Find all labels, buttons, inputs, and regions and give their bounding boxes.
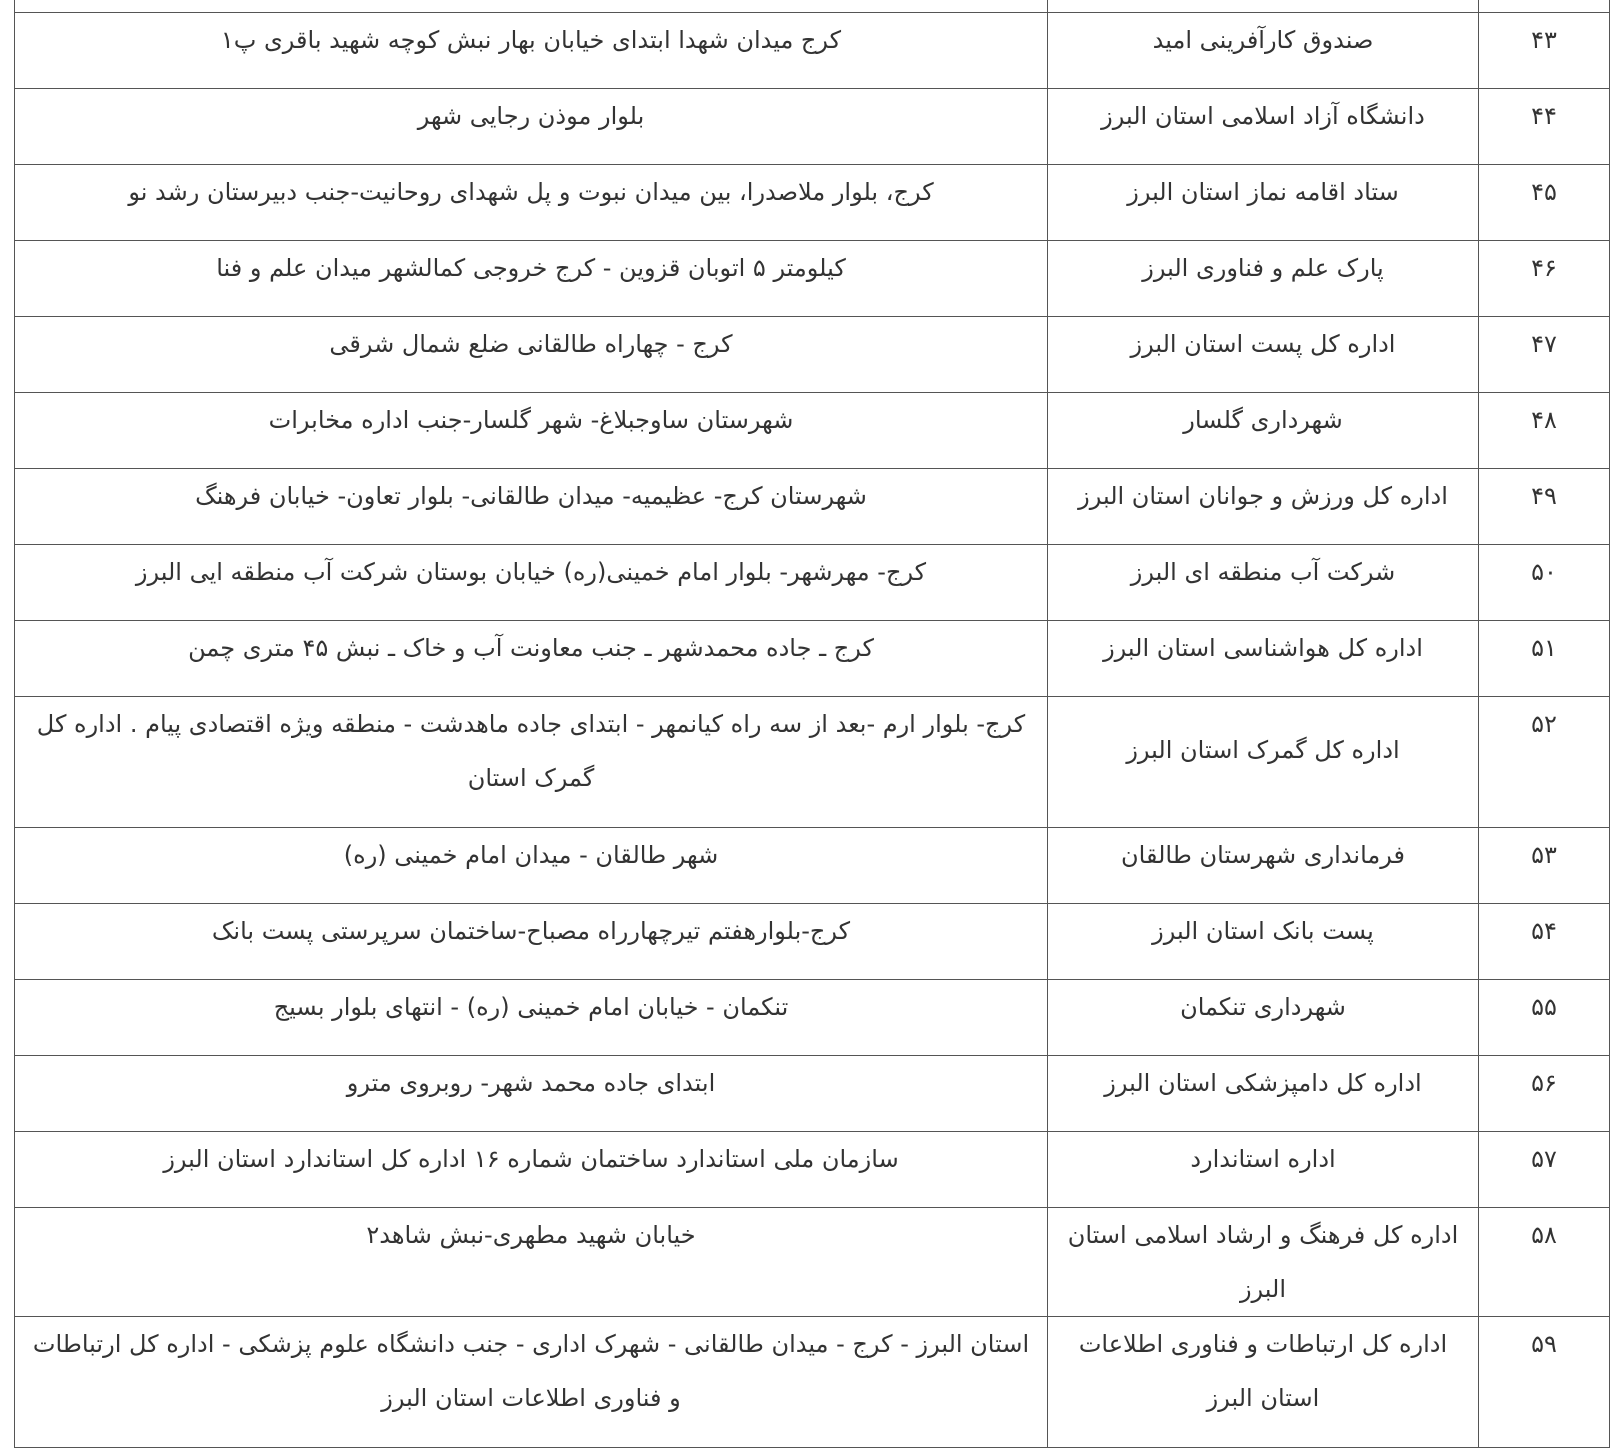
row-number: ۵۴ [1479,904,1610,980]
table-row [15,904,1610,980]
organization-address: شهرستان کرج- عظیمیه- میدان طالقانی- بلوار تعاون- خیابان فرهنگ [15,469,1048,545]
organization-address: کیلومتر ۵ اتوبان قزوین - کرج خروجی کمالشهر میدان علم و فنا [15,241,1048,317]
organizations-table-container [14,0,1610,1448]
organization-name: شهرداری گلسار [1048,393,1479,469]
organizations-table [14,0,1610,1448]
row-number: ۴۹ [1479,469,1610,545]
row-number: ۴۸ [1479,393,1610,469]
row-number: ۵۲ [1479,697,1610,828]
table-row [15,1056,1610,1132]
table-row [15,1132,1610,1208]
table-row-previous [15,0,1610,13]
row-number: ۵۰ [1479,545,1610,621]
organization-name: شرکت آب منطقه ای البرز [1048,545,1479,621]
table-row [15,697,1610,828]
cell-empty [15,0,1048,13]
row-number: ۵۷ [1479,1132,1610,1208]
organization-name: دانشگاه آزاد اسلامی استان البرز [1048,89,1479,165]
organization-address: ابتدای جاده محمد شهر- روبروی مترو [15,1056,1048,1132]
table-row [15,621,1610,697]
row-number: ۵۱ [1479,621,1610,697]
organization-address: سازمان ملی استاندارد ساختمان شماره ۱۶ اداره کل استاندارد استان البرز [15,1132,1048,1208]
organization-address: کرج-بلوارهفتم تیرچهارراه مصباح-ساختمان سرپرستی پست بانک [15,904,1048,980]
organization-address: بلوار موذن رجایی شهر [15,89,1048,165]
row-number: ۵۹ [1479,1317,1610,1448]
table-row [15,241,1610,317]
organization-address: کرج- بلوار ارم -بعد از سه راه کیانمهر - ابتدای جاده ماهدشت - منطقه ویژه اقتصادی پیام . اداره کل گمرک استان [15,697,1048,828]
organization-address: کرج - چهاراه طالقانی ضلع شمال شرقی [15,317,1048,393]
organization-name: اداره استاندارد [1048,1132,1479,1208]
cell-empty [1048,0,1479,13]
organization-name: شهرداری تنکمان [1048,980,1479,1056]
organization-name: اداره کل ارتباطات و فناوری اطلاعات استان البرز [1048,1317,1479,1448]
table-row [15,828,1610,904]
organization-name: اداره کل ورزش و جوانان استان البرز [1048,469,1479,545]
organization-name: اداره کل هواشناسی استان البرز [1048,621,1479,697]
table-row [15,89,1610,165]
row-number: ۴۴ [1479,89,1610,165]
table-row [15,980,1610,1056]
organization-name: ستاد اقامه نماز استان البرز [1048,165,1479,241]
row-number: ۴۵ [1479,165,1610,241]
organization-address: کرج- مهرشهر- بلوار امام خمینی(ره) خیابان بوستان شرکت آب منطقه ایی البرز [15,545,1048,621]
row-number: ۴۶ [1479,241,1610,317]
organization-name: اداره کل پست استان البرز [1048,317,1479,393]
organization-name: فرمانداری شهرستان طالقان [1048,828,1479,904]
table-row [15,545,1610,621]
organization-address: شهرستان ساوجبلاغ- شهر گلسار-جنب اداره مخابرات [15,393,1048,469]
organization-address: کرج، بلوار ملاصدرا، بین میدان نبوت و پل شهدای روحانیت-جنب دبیرستان رشد نو [15,165,1048,241]
table-row [15,13,1610,89]
organization-name: پارک علم و فناوری البرز [1048,241,1479,317]
organization-address: کرج ـ جاده محمدشهر ـ جنب معاونت آب و خاک ـ نبش ۴۵ متری چمن [15,621,1048,697]
table-row [15,1317,1610,1448]
organization-name: پست بانک استان البرز [1048,904,1479,980]
table-row [15,165,1610,241]
row-number: ۵۳ [1479,828,1610,904]
table-row [15,1208,1610,1317]
organization-address: کرج میدان شهدا ابتدای خیابان بهار نبش کوچه شهید باقری پ۱ [15,13,1048,89]
row-number: ۴۳ [1479,13,1610,89]
table-row [15,469,1610,545]
row-number: ۵۵ [1479,980,1610,1056]
organization-address: استان البرز - کرج - میدان طالقانی - شهرک اداری - جنب دانشگاه علوم پزشکی - اداره کل ارتباطات و فناوری اطلاعات استان البرز [15,1317,1048,1448]
cell-empty [1479,0,1610,13]
organization-name: اداره کل گمرک استان البرز [1048,697,1479,828]
organization-address: خیابان شهید مطهری-نبش شاهد۲ [15,1208,1048,1317]
organization-name: صندوق کارآفرینی امید [1048,13,1479,89]
table-row [15,393,1610,469]
table-row [15,317,1610,393]
organization-name: اداره کل فرهنگ و ارشاد اسلامی استان البرز [1048,1208,1479,1317]
organization-address: تنکمان - خیابان امام خمینی (ره) - انتهای بلوار بسیج [15,980,1048,1056]
row-number: ۵۶ [1479,1056,1610,1132]
organization-address: شهر طالقان - میدان امام خمینی (ره) [15,828,1048,904]
row-number: ۵۸ [1479,1208,1610,1317]
row-number: ۴۷ [1479,317,1610,393]
organization-name: اداره کل دامپزشکی استان البرز [1048,1056,1479,1132]
